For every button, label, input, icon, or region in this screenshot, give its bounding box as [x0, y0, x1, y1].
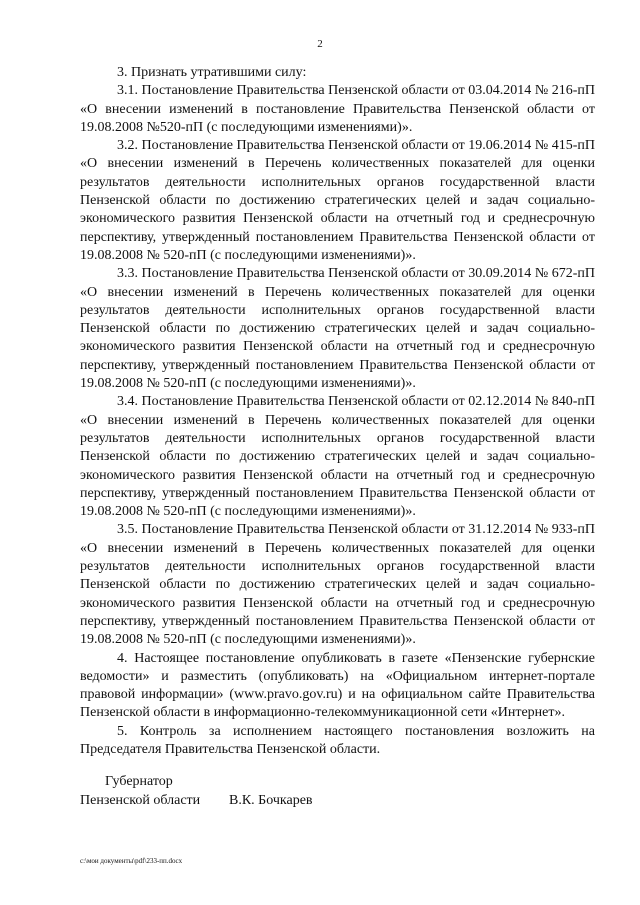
signature-title: Губернатор — [105, 774, 173, 789]
paragraph-3-5: 3.5. Постановление Правительства Пензенской области от 31.12.2014 № 933-пП «О внесении изменений в Перечень количественных показателей для оценки результатов деятельности исполнительных органов государственной власти Пензенской области по достижению стратегических целей и задач социально-экономического развития Пензенской области на отчетный год и среднесрочную перспективу, утвержденный постановлением Правительства Пензенской области от 19.08.2008 № 520-пП (с последующими изменениями)». — [80, 522, 595, 648]
footer-file-path: c:\мои документы\pdf\233-пп.docx — [80, 857, 183, 865]
signature-name: В.К. Бочкарев — [229, 792, 313, 808]
paragraph-3-header: 3. Признать утратившими силу: — [117, 65, 307, 80]
paragraph-3-1: 3.1. Постановление Правительства Пензенской области от 03.04.2014 № 216-пП «О внесении изменений в постановление Правительства Пензенской области от 19.08.2008 №520-пП (с последующими изменениями)». — [80, 83, 595, 135]
signature-region: Пензенской области — [80, 792, 201, 808]
paragraph-3-4: 3.4. Постановление Правительства Пензенской области от 02.12.2014 № 840-пП «О внесении изменений в Перечень количественных показателей для оценки результатов деятельности исполнительных органов государственной власти Пензенской области по достижению стратегических целей и задач социально-экономического развития Пензенской области на отчетный год и среднесрочную перспективу, утвержденный постановлением Правительства Пензенской области от 19.08.2008 № 520-пП (с последующими изменениями)». — [80, 394, 595, 520]
paragraph-3-2: 3.2. Постановление Правительства Пензенской области от 19.06.2014 № 415-пП «О внесении изменений в Перечень количественных показателей для оценки результатов деятельности исполнительных органов государственной власти Пензенской области по достижению стратегических целей и задач социально-экономического развития Пензенской области на отчетный год и среднесрочную перспективу, утвержденный постановлением Правительства Пензенской области от 19.08.2008 № 520-пП (с последующими изменениями)». — [80, 138, 595, 263]
paragraph-4: 4. Настоящее постановление опубликовать в газете «Пензенские губернские ведомости» и разместить (опубликовать) на «Официальном интернет-портале правовой информации» (www.pravo.gov.ru) и на официальном сайте Правительства Пензенской области в информационно-телекоммуникационной сети «Интернет». — [80, 650, 595, 721]
signature-row — [80, 792, 595, 811]
document-body — [80, 64, 595, 759]
page-number: 2 — [317, 38, 323, 50]
paragraph-3-3: 3.3. Постановление Правительства Пензенской области от 30.09.2014 № 672-пП «О внесении изменений в Перечень количественных показателей для оценки результатов деятельности исполнительных органов государственной власти Пензенской области по достижению стратегических целей и задач социально-экономического развития Пензенской области на отчетный год и среднесрочную перспективу, утвержденный постановлением Правительства Пензенской области от 19.08.2008 № 520-пП (с последующими изменениями)». — [80, 266, 595, 392]
signature-block — [80, 773, 595, 810]
paragraph-5: 5. Контроль за исполнением настоящего постановления возложить на Председателя Правительства Пензенской области. — [80, 723, 595, 757]
